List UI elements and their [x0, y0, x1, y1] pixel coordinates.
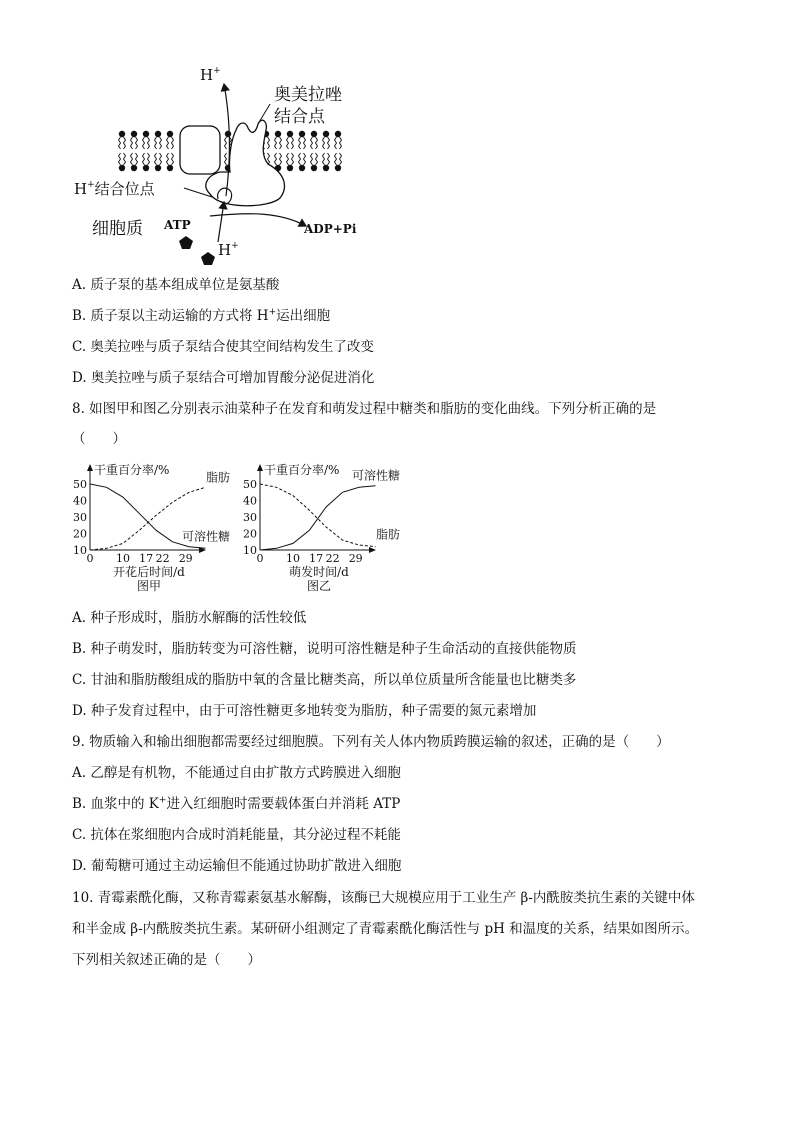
- q8-option-b: B. 种子萌发时，脂肪转变为可溶性糖，说明可溶性糖是种子生命活动的直接供能物质: [72, 641, 577, 657]
- q8-paren: （ ）: [72, 431, 126, 447]
- x-tick-label: 17: [139, 552, 154, 565]
- superscript-plus: +: [158, 795, 167, 806]
- y-tick-label: 10: [243, 544, 257, 557]
- q8-option-c: C. 甘油和脂肪酸组成的脂肪中氧的含量比糖类高，所以单位质量所含能量也比糖类多: [72, 672, 577, 688]
- y-tick-label: 40: [243, 494, 257, 508]
- x-tick-label: 29: [348, 552, 363, 565]
- x-tick-label: 22: [155, 552, 170, 565]
- q7-option-d: D. 奥美拉唑与质子泵结合可增加胃酸分泌促进消化: [72, 370, 375, 386]
- x-tick-label: 22: [325, 552, 340, 565]
- chart-title: 图甲: [136, 579, 162, 593]
- lipid-bilayer-right: [263, 131, 342, 171]
- h-site-label: H+结合位点: [74, 180, 155, 198]
- superscript-plus: +: [268, 307, 277, 318]
- x-axis-arrow-icon: [369, 547, 376, 553]
- y-tick-label: 30: [243, 511, 257, 524]
- q8-option-d: D. 种子发育过程中，由于可溶性糖更多地转变为脂肪，种子需要的氮元素增加: [72, 703, 537, 719]
- series-label: 脂肪: [375, 527, 400, 542]
- cytoplasm-label: 细胞质: [92, 219, 143, 239]
- lipid-bilayer-left: [119, 131, 174, 171]
- q9-option-c: C. 抗体在浆细胞内合成时消耗能量，其分泌过程不耗能: [72, 827, 401, 843]
- x-tick-label: 10: [116, 552, 130, 565]
- y-axis-label: 干重百分率/%: [94, 463, 170, 477]
- channel-protein: [180, 126, 220, 174]
- atp-arrow: [210, 214, 306, 226]
- omeprazole-label-2: 结合点: [274, 107, 325, 127]
- series-line-0: [260, 486, 376, 550]
- q8-stem: 8. 如图甲和图乙分别表示油菜种子在发育和萌发过程中糖类和脂肪的变化曲线。下列分析正确的是: [72, 401, 657, 417]
- q9-option-b-text: B. 血浆中的 K: [72, 796, 159, 812]
- y-axis-label: 干重百分率/%: [264, 463, 340, 477]
- q7-option-b: [72, 307, 330, 325]
- x-tick-label: 0: [256, 552, 264, 565]
- q9-option-b: [72, 795, 400, 813]
- y-tick-label: 50: [243, 478, 257, 491]
- x-tick-label: 29: [178, 552, 193, 565]
- q9-option-d: D. 葡萄糖可通过主动运输但不能通过协助扩散进入细胞: [72, 858, 402, 874]
- y-axis-arrow-icon: [257, 464, 263, 471]
- series-label: 可溶性糖: [181, 529, 230, 544]
- y-axis-arrow-icon: [87, 464, 93, 471]
- q9-option-b-tail: 进入红细胞时需要载体蛋白并消耗 ATP: [166, 796, 401, 812]
- y-tick-label: 10: [73, 544, 87, 557]
- y-tick-label: 50: [73, 478, 87, 491]
- q9-option-a: A. 乙醇是有机物，不能通过自由扩散方式跨膜进入细胞: [72, 765, 401, 781]
- q7-option-a: A. 质子泵的基本组成单位是氨基酸: [72, 277, 280, 293]
- x-tick-label: 0: [86, 552, 94, 565]
- proton-pump-figure: [60, 56, 390, 272]
- q9-stem: 9. 物质输入和输出细胞都需要经过细胞膜。下列有关人体内物质跨膜运输的叙述，正确的是（ ）: [72, 734, 670, 750]
- series-label: 可溶性糖: [351, 468, 400, 483]
- q10-stem-line-1: 10. 青霉素酰化酶，又称青霉素氨基水解酶，该酶已大规模应用于工业生产 β-内酰胺类抗生素的关键中体: [72, 890, 695, 906]
- q7-option-b-tail: 运出细胞: [276, 308, 331, 324]
- series-line-1: [260, 484, 376, 547]
- chart-figure-jia: [70, 460, 240, 600]
- x-axis-label: 萌发时间/d: [289, 565, 349, 579]
- y-tick-label: 20: [243, 527, 257, 541]
- h-in-arrow: [218, 202, 224, 242]
- q8-option-a: A. 种子形成时，脂肪水解酶的活性较低: [72, 610, 307, 626]
- x-tick-label: 10: [286, 552, 300, 565]
- x-tick-label: 17: [309, 552, 324, 565]
- y-tick-label: 30: [73, 511, 87, 524]
- q10-stem-line-3: 下列相关叙述正确的是（ ）: [72, 952, 261, 968]
- atp-label: ATP: [164, 218, 191, 232]
- h-in-label: H+: [218, 241, 239, 259]
- chart-figure-yi: [240, 460, 410, 600]
- q7-option-b-text: B. 质子泵以主动运输的方式将 H: [72, 308, 269, 324]
- q10-stem-line-2: 和半金成 β-内酰胺类抗生素。某研研小组测定了青霉素酰化酶活性与 pH 和温度的关系，结果如图所示。: [72, 921, 699, 937]
- adp-label: ADP+Pi: [304, 222, 357, 236]
- q7-option-c: C. 奥美拉唑与质子泵结合使其空间结构发生了改变: [72, 339, 374, 355]
- omeprazole-molecule-icon: [179, 236, 193, 249]
- x-axis-label: 开花后时间/d: [113, 565, 185, 579]
- h-out-label: H+: [200, 66, 221, 84]
- y-tick-label: 20: [73, 527, 87, 541]
- omeprazole-label-1: 奥美拉唑: [274, 85, 342, 105]
- series-label: 脂肪: [205, 470, 230, 485]
- chart-title: 图乙: [306, 579, 332, 593]
- omeprazole-molecule-icon: [201, 252, 215, 265]
- y-tick-label: 40: [73, 494, 87, 508]
